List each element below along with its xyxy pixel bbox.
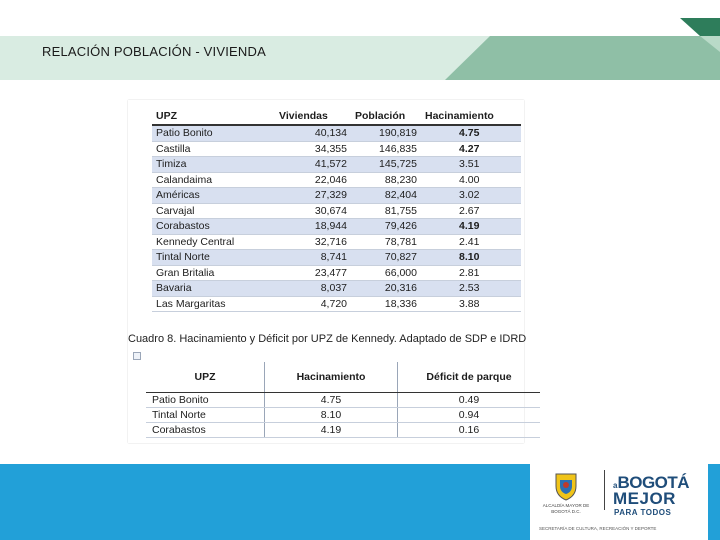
upz-cell: Carvajal [152,203,275,219]
col-poblacion: Población [351,107,421,125]
upz-cell: Kennedy Central [152,234,275,250]
viviendas-cell: 18,944 [275,219,351,235]
viviendas-cell: 22,046 [275,172,351,188]
hacinamiento-cell: 2.53 [421,281,521,297]
brand-prefix: a [613,481,618,490]
table-row [152,172,521,188]
poblacion-cell: 70,827 [351,250,421,266]
upz-cell: Castilla [152,141,275,157]
table-row [152,265,521,281]
hacinamiento-cell: 3.88 [421,296,521,312]
viviendas-cell: 27,329 [275,188,351,204]
hacinamiento-cell: 4.19 [421,219,521,235]
viviendas-cell: 30,674 [275,203,351,219]
logo-divider [604,470,605,510]
hacinamiento-cell: 3.02 [421,188,521,204]
table-row [146,423,540,438]
upz-cell: Patio Bonito [152,125,275,141]
viviendas-cell: 34,355 [275,141,351,157]
viviendas-cell: 32,716 [275,234,351,250]
coat-of-arms-icon [553,470,579,502]
col-upz: UPZ [146,362,265,393]
upz-cell: Timiza [152,157,275,173]
hacinamiento-cell: 8.10 [421,250,521,266]
header-accent-shape [445,36,720,80]
housing-table [152,107,521,312]
table-row [146,408,540,423]
document-code: IMG.PR.01.01.F1 V.7 [697,373,704,440]
hacinamiento-cell: 4.75 [421,125,521,141]
upz-cell: Las Margaritas [152,296,275,312]
col-hacinamiento: Hacinamiento [265,362,398,393]
poblacion-cell: 190,819 [351,125,421,141]
table-caption: Cuadro 8. Hacinamiento y Déficit por UPZ de Kennedy. Adaptado de SDP e IDRD [128,333,527,345]
poblacion-cell: 145,725 [351,157,421,173]
hacinamiento-cell: 2.41 [421,234,521,250]
secretaria-label: SECRETARÍA DE CULTURA, RECREACIÓN Y DEPORTE [539,526,657,531]
table-row [152,188,521,204]
poblacion-cell: 66,000 [351,265,421,281]
poblacion-cell: 79,426 [351,219,421,235]
deficit-cell: 0.16 [398,423,541,438]
table-anchor-icon [133,352,141,360]
poblacion-cell: 18,336 [351,296,421,312]
table-row [152,157,521,173]
page-title: RELACIÓN POBLACIÓN - VIVIENDA [42,44,266,59]
upz-cell: Corabastos [146,423,265,438]
viviendas-cell: 8,741 [275,250,351,266]
viviendas-cell: 8,037 [275,281,351,297]
upz-cell: Calandaima [152,172,275,188]
upz-cell: Américas [152,188,275,204]
viviendas-cell: 40,134 [275,125,351,141]
deficit-cell: 0.49 [398,393,541,408]
table-row [152,219,521,235]
upz-cell: Tintal Norte [152,250,275,266]
table-row [152,250,521,266]
poblacion-cell: 82,404 [351,188,421,204]
col-deficit: Déficit de parque [398,362,541,393]
hacinamiento-cell: 3.51 [421,157,521,173]
brand-bogota-text: BOGOTÁ [617,473,690,492]
upz-cell: Tintal Norte [146,408,265,423]
col-hacinamiento: Hacinamiento [421,107,521,125]
table-row [152,125,521,141]
deficit-table-header [146,362,540,393]
viviendas-cell: 4,720 [275,296,351,312]
mayor-office-label: ALCALDÍA MAYOR DE BOGOTÁ D.C. [542,503,590,514]
hacinamiento-cell: 4.00 [421,172,521,188]
hacinamiento-cell: 4.27 [421,141,521,157]
hacinamiento-cell: 4.75 [265,393,398,408]
brand-mejor: MEJOR [613,489,676,508]
hacinamiento-cell: 2.67 [421,203,521,219]
deficit-table [146,362,540,438]
table-row [152,281,521,297]
poblacion-cell: 20,316 [351,281,421,297]
col-viviendas: Viviendas [275,107,351,125]
upz-cell: Patio Bonito [146,393,265,408]
poblacion-cell: 146,835 [351,141,421,157]
hacinamiento-cell: 8.10 [265,408,398,423]
poblacion-cell: 81,755 [351,203,421,219]
viviendas-cell: 41,572 [275,157,351,173]
upz-cell: Corabastos [152,219,275,235]
table-row [152,203,521,219]
header-corner-triangle [680,18,720,36]
brand-para-todos: PARA TODOS [614,508,672,517]
poblacion-cell: 78,781 [351,234,421,250]
hacinamiento-cell: 4.19 [265,423,398,438]
table-row [152,141,521,157]
table-row [152,234,521,250]
header-decoration [0,0,720,80]
deficit-cell: 0.94 [398,408,541,423]
upz-cell: Gran Britalia [152,265,275,281]
hacinamiento-cell: 2.81 [421,265,521,281]
viviendas-cell: 23,477 [275,265,351,281]
housing-table-header [152,107,521,125]
table-row [146,393,540,408]
table-row [152,296,521,312]
upz-cell: Bavaria [152,281,275,297]
col-upz: UPZ [152,107,275,125]
poblacion-cell: 88,230 [351,172,421,188]
